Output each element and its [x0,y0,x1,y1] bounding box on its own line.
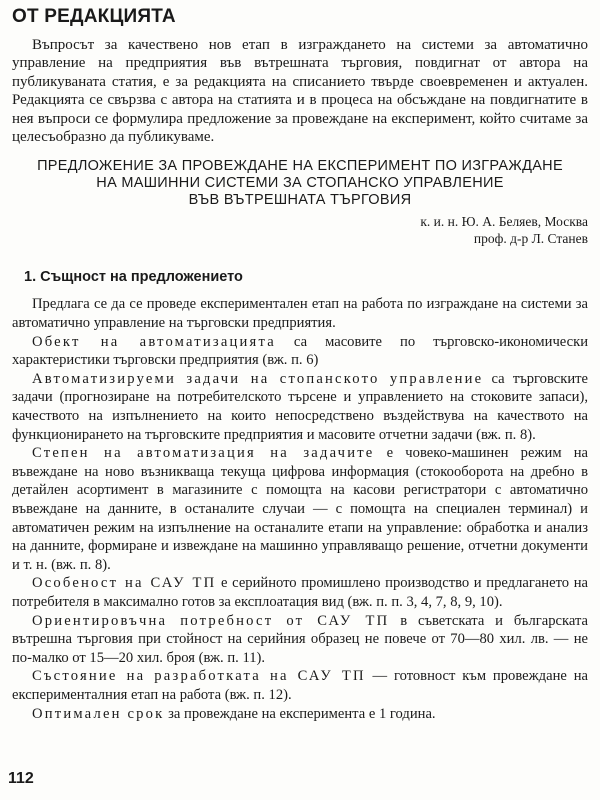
paragraph-status [12,667,588,704]
paragraph-feature [12,574,588,611]
text-status: — готовност към провеждане на експерименталния етап на работа (вж. п. 12). [12,668,588,703]
term-status: Състояние на разработката на САУ ТП [32,668,366,685]
text-degree: е човеко-машинен режим на въвеждане на ново възникваща текуща цифрова информация (стокооборота на дребно в детайлен асортимент в магазините с помощта на касови регистратори с автоматично въвеждане на данните, в останалите случаи — с помощта на специален терминал) и автоматичен режим на изпълнение на останалите етапи на управление: обработка и анализ на данните, формиране и извеждане на машинно управляващо решение, отчетни документи и т. н. (вж. п. 8). [12,445,588,573]
term-tasks: Автоматизируеми задачи на стопанското управление [32,370,484,387]
term-feature: Особеност на САУ ТП [32,575,217,592]
paragraph-object [12,333,588,370]
document-page [12,4,588,723]
term-degree: Степен на автоматизация на задачите [32,445,375,462]
text-object: са масовите по търговско-икономически характеристики търговски предприятия (вж. п. 6) [12,333,588,369]
paragraph-term [12,705,588,724]
term-object: Обект на автоматизацията [32,333,276,350]
article-title-line-1: ПРЕДЛОЖЕНИЕ ЗА ПРОВЕЖДАНЕ НА ЕКСПЕРИМЕНТ ПО ИЗГРАЖДАНЕ [37,158,563,175]
paragraph-degree [12,444,588,574]
article-title [12,158,588,209]
term-demand: Ориентировъчна потребност от САУ ТП [32,612,390,629]
author-2: проф. д-р Л. Станев [473,231,588,247]
paragraph-proposal: Предлага се да се проведе експериментален етап на работа по изграждане на системи за автоматично управление на търговски предприятия. [12,296,588,332]
text-feature: е серийното промишлено производство и предлагането на потребителя в максимално готов за експлоатация вид (вж. п. п. 3, 4, 7, 8, 9, 10). [12,575,588,610]
section-heading: 1. Същност на предложението [24,269,243,286]
article-title-line-2: НА МАШИННИ СИСТЕМИ ЗА СТОПАНСКО УПРАВЛЕНИЕ [96,175,504,192]
text-duration: за провеждане на експеримента е 1 година. [164,705,436,722]
paragraph-tasks [12,370,588,444]
text-demand: в съветската и българската вътрешна търговия при стойност на серийния образец не повече от 70—80 хил. лв. — не по-малко от 15—20 хил. броя (вж. п. 11). [12,612,588,666]
editorial-heading: ОТ РЕДАКЦИЯТА [12,6,176,27]
text-tasks: са търговските задачи (прогнозиране на потребителското търсене и управлението на стоковите запаси), качеството на изпълнението на които непосредствено въздействува на качеството на функционирането на търговските предприятия и масовите отчетни задачи (вж. п. 8). [12,370,588,443]
term-duration: Оптимален срок [32,705,165,722]
article-title-line-3: ВЪВ ВЪТРЕШНАТА ТЪРГОВИЯ [188,192,412,209]
article-authors [12,213,588,247]
paragraph-demand [12,612,588,668]
author-1: к. и. н. Ю. А. Беляев, Москва [420,214,588,230]
editorial-paragraph: Въпросът за качественo нов етап в изграждането на системи за автоматично управление на предприятия във вътрешната търговия, повдигнат от автора на публикуваната статия, е за редакцията на списанието твърде своевременен и актуален. Редакцията се свързва с автора на статията и в процеса на обсъждане на повдигнатите в нея въпроси се формулира предложение за провеждане на експеримент, който считаме за целесъобразно да публикуваме. [12,37,588,146]
page-number: 112 [8,770,34,787]
section-body [12,295,588,723]
